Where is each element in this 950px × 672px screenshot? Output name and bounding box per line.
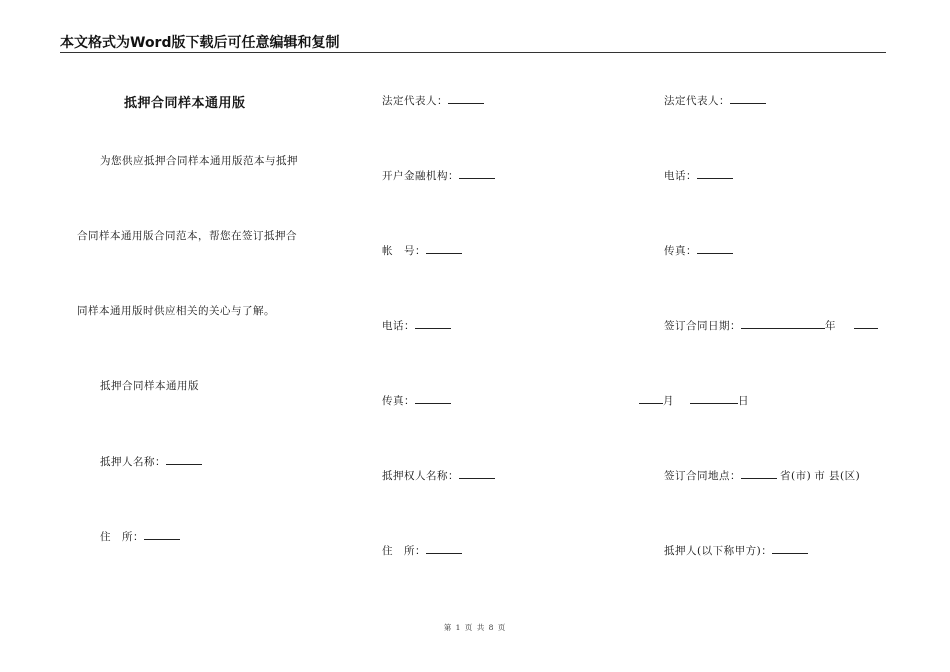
mortgagee-phone-field [664, 168, 733, 183]
mortgagor-party-a-blank [772, 543, 808, 554]
mortgagor-legal-rep-field [382, 93, 484, 108]
year-label: 年 [825, 320, 836, 332]
mortgagor-fax-label: 传真： [382, 395, 415, 407]
bank-field [382, 168, 495, 183]
sign-place-field [664, 468, 860, 483]
mortgagor-address-blank [144, 529, 180, 540]
mortgagee-phone-label: 电话： [664, 170, 697, 182]
intro-line-2: 合同样本通用版合同范本，帮您在签订抵押合 [77, 230, 297, 242]
mortgagor-address-field [100, 529, 180, 544]
document-title: 抵押合同样本通用版 [124, 96, 246, 111]
intro-line-3: 同样本通用版时供应相关的关心与了解。 [77, 305, 275, 317]
mortgagor-phone-label: 电话： [382, 320, 415, 332]
header-text: 本文格式为Word版下载后可任意编辑和复制 [60, 35, 340, 51]
mortgagee-name-field [382, 468, 495, 483]
mortgagor-name-field [100, 454, 202, 469]
mortgagee-address-label: 住 所： [382, 545, 426, 557]
mortgagor-party-a-label: 抵押人(以下称甲方)： [664, 545, 773, 557]
sign-year-blank [741, 318, 825, 329]
mortgagee-fax-field [664, 243, 733, 258]
mortgagee-name-blank [459, 468, 495, 479]
account-label: 帐 号： [382, 245, 426, 257]
sign-place-blank [741, 468, 777, 479]
sign-place-label: 签订合同地点： [664, 470, 741, 482]
mortgagor-fax-field [382, 393, 451, 408]
mortgagee-legal-rep-label: 法定代表人： [664, 95, 730, 107]
sign-month-blank [639, 393, 663, 404]
mortgagor-fax-blank [415, 393, 451, 404]
mortgagee-address-blank [426, 543, 462, 554]
mortgagee-fax-label: 传真： [664, 245, 697, 257]
mortgagor-address-label: 住 所： [100, 531, 144, 543]
mortgagee-name-label: 抵押权人名称： [382, 470, 459, 482]
mortgagor-party-a-field [664, 543, 808, 558]
mortgagee-phone-blank [697, 168, 733, 179]
mortgagee-legal-rep-field [664, 93, 766, 108]
sign-month-lead-blank [854, 318, 878, 329]
mortgagee-legal-rep-blank [730, 93, 766, 104]
month-label: 月 [663, 395, 674, 407]
section-subtitle: 抵押合同样本通用版 [100, 380, 199, 392]
page-footer: 第 1 页 共 8 页 [443, 623, 507, 632]
account-field [382, 243, 462, 258]
province-label: 省(市) [780, 470, 812, 482]
bank-blank [459, 168, 495, 179]
mortgagor-phone-field [382, 318, 451, 333]
mortgagee-address-field [382, 543, 462, 558]
mortgagor-name-blank [166, 454, 202, 465]
sign-date-continued [639, 393, 749, 408]
mortgagor-phone-blank [415, 318, 451, 329]
sign-day-blank [690, 393, 738, 404]
bank-label: 开户金融机构： [382, 170, 459, 182]
sign-date-label: 签订合同日期： [664, 320, 741, 332]
mortgagee-fax-blank [697, 243, 733, 254]
mortgagor-legal-rep-blank [448, 93, 484, 104]
sign-date-field [664, 318, 878, 333]
mortgagor-name-label: 抵押人名称： [100, 456, 166, 468]
page-header [60, 34, 886, 53]
mortgagor-legal-rep-label: 法定代表人： [382, 95, 448, 107]
day-label: 日 [738, 395, 749, 407]
account-blank [426, 243, 462, 254]
city-county-label: 市 县(区) [814, 470, 861, 482]
intro-line-1: 为您供应抵押合同样本通用版范本与抵押 [100, 155, 298, 167]
